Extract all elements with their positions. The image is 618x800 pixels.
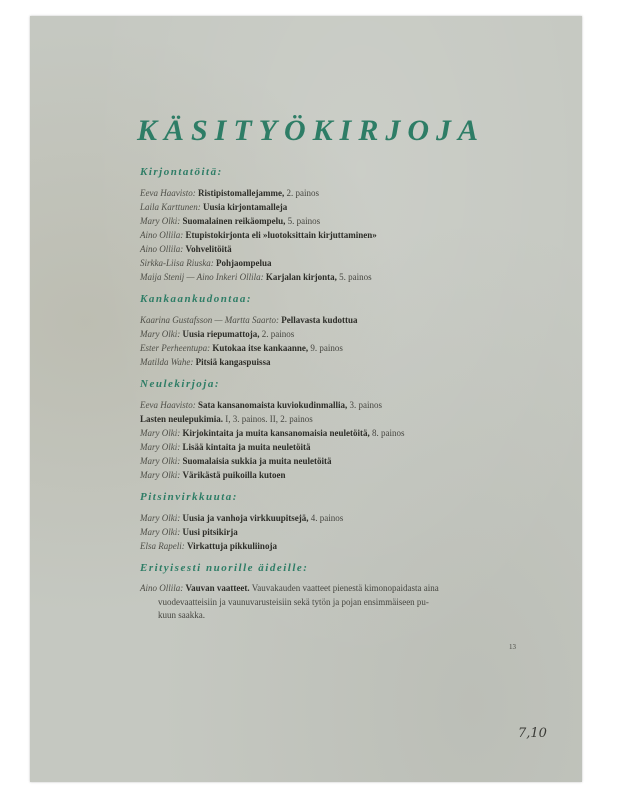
entry-author: Eeva Haavisto: xyxy=(140,400,196,410)
list-item xyxy=(140,440,510,454)
entry-description-line: vuodevaatteisiin ja vaunuvarusteisiin sekä tytön ja pojan ensimmäiseen pu- xyxy=(158,596,429,607)
section-heading: Neulekirjoja: xyxy=(140,378,220,390)
entry-author: Mary Olki: xyxy=(140,329,181,339)
entry-title: Vohvelitöitä xyxy=(185,244,232,254)
page-title: KÄSITYÖKIRJOJA xyxy=(136,114,486,147)
entry-description-line: kuun saakka. xyxy=(158,610,205,620)
entry-title: Värikästä puikoilla kutoen xyxy=(182,470,286,480)
entry-title: Suomalainen reikäompelu, xyxy=(182,216,286,226)
entry-note: 3. painos xyxy=(349,400,383,410)
entry-title: Suomalaisia sukkia ja muita neuletöitä xyxy=(182,456,332,466)
list-item xyxy=(140,270,510,284)
section-nuorille-aideille xyxy=(140,562,510,623)
description-paragraph xyxy=(140,582,505,623)
entry-author: Mary Olki: xyxy=(140,513,181,523)
entry-author: Kaarina Gustafsson — Martta Saarto: xyxy=(140,315,280,325)
document-page xyxy=(30,16,582,782)
entry-title: Uusia riepumattoja, xyxy=(182,329,260,339)
handwritten-note: 7,10 xyxy=(518,726,547,741)
entry-title: Lisää kintaita ja muita neuletöitä xyxy=(182,442,311,452)
page-number: 13 xyxy=(509,643,516,651)
entry-author: Aino Ollila: xyxy=(140,583,184,593)
entry-author: Mary Olki: xyxy=(140,527,181,537)
list-item xyxy=(140,327,510,341)
list-item xyxy=(140,256,510,270)
section-heading: Kankaankudontaa: xyxy=(140,293,253,305)
entry-title: Kirjokintaita ja muita kansanomaisia neuletöitä, xyxy=(182,428,370,438)
list-item xyxy=(140,200,510,214)
entry-author: Matilda Wahe: xyxy=(140,357,194,367)
list-item xyxy=(140,525,510,539)
entry-author: Laila Karttunen: xyxy=(140,202,201,212)
entry-author: Mary Olki: xyxy=(140,442,181,452)
entry-note: 8. painos xyxy=(372,428,405,438)
entry-note: 9. painos xyxy=(310,343,343,353)
list-item xyxy=(140,228,510,242)
entry-author: Mary Olki: xyxy=(140,216,181,226)
section-pitsinvirkkuuta xyxy=(140,491,510,553)
entry-author: Mary Olki: xyxy=(140,428,181,438)
list-item xyxy=(140,313,510,327)
entry-note: 2. painos xyxy=(261,329,295,339)
list-item xyxy=(140,511,510,525)
entry-title: Uusia kirjontamalleja xyxy=(203,202,288,212)
list-item xyxy=(140,426,510,440)
entry-title: Pitsiä kangaspuissa xyxy=(195,357,271,367)
entry-author: Mary Olki: xyxy=(140,470,181,480)
list-item xyxy=(140,214,510,228)
entry-title: Virkattuja pikkuliinoja xyxy=(187,541,277,551)
book-list xyxy=(140,166,510,632)
entry-description-line: Vauvakauden vaatteet pienestä kimonopaidasta aina xyxy=(251,583,439,593)
entry-title: Pellavasta kudottua xyxy=(281,315,358,325)
entry-note: 4. painos xyxy=(310,513,344,523)
entry-note: I, 3. painos. II, 2. painos xyxy=(225,414,313,424)
entry-author: Aino Ollila: xyxy=(140,244,184,254)
entry-title: Etupistokirjonta eli »luotoksittain kirjuttaminen» xyxy=(185,230,377,240)
section-neulekirjoja xyxy=(140,378,510,482)
entry-title: Ristipistomallejamme, xyxy=(197,188,285,198)
entry-title: Pohjaompelua xyxy=(216,258,272,268)
list-item xyxy=(140,412,510,426)
entry-title: Vauvan vaatteet. xyxy=(185,583,250,593)
section-heading: Pitsinvirkkuuta: xyxy=(140,491,238,503)
entry-author: Maija Stenij — Aino Inkeri Ollila: xyxy=(140,272,264,282)
entry-author: Ester Perheentupa: xyxy=(140,343,211,353)
entry-author: Eeva Haavisto: xyxy=(140,188,196,198)
list-item xyxy=(140,186,510,200)
entry-author: Aino Ollila: xyxy=(140,230,184,240)
entry-title: Uusia ja vanhoja virkkuupitsejä, xyxy=(182,513,309,523)
section-heading: Erityisesti nuorille äideille: xyxy=(140,562,309,574)
entry-note: 5. painos xyxy=(287,216,321,226)
entry-title: Uusi pitsikirja xyxy=(182,527,238,537)
entry-author: Elsa Rapeli: xyxy=(140,541,185,551)
list-item xyxy=(140,539,510,553)
list-item xyxy=(140,468,510,482)
entry-title: Lasten neulepukimia. xyxy=(140,414,224,424)
section-kirjontatoita xyxy=(140,166,510,284)
list-item xyxy=(140,355,510,369)
entry-author: Mary Olki: xyxy=(140,456,181,466)
section-heading: Kirjontatöitä: xyxy=(140,166,223,178)
entry-title: Karjalan kirjonta, xyxy=(265,272,337,282)
list-item xyxy=(140,341,510,355)
list-item xyxy=(140,454,510,468)
entry-author: Sirkka-Liisa Riuska: xyxy=(140,258,214,268)
list-item xyxy=(140,242,510,256)
entry-note: 2. painos xyxy=(286,188,319,198)
entry-title: Sata kansanomaista kuviokudinmallia, xyxy=(197,400,348,410)
list-item xyxy=(140,398,510,412)
entry-note: 5. painos xyxy=(339,272,372,282)
entry-title: Kutokaa itse kankaanne, xyxy=(212,343,309,353)
section-kankaankudontaa xyxy=(140,293,510,369)
